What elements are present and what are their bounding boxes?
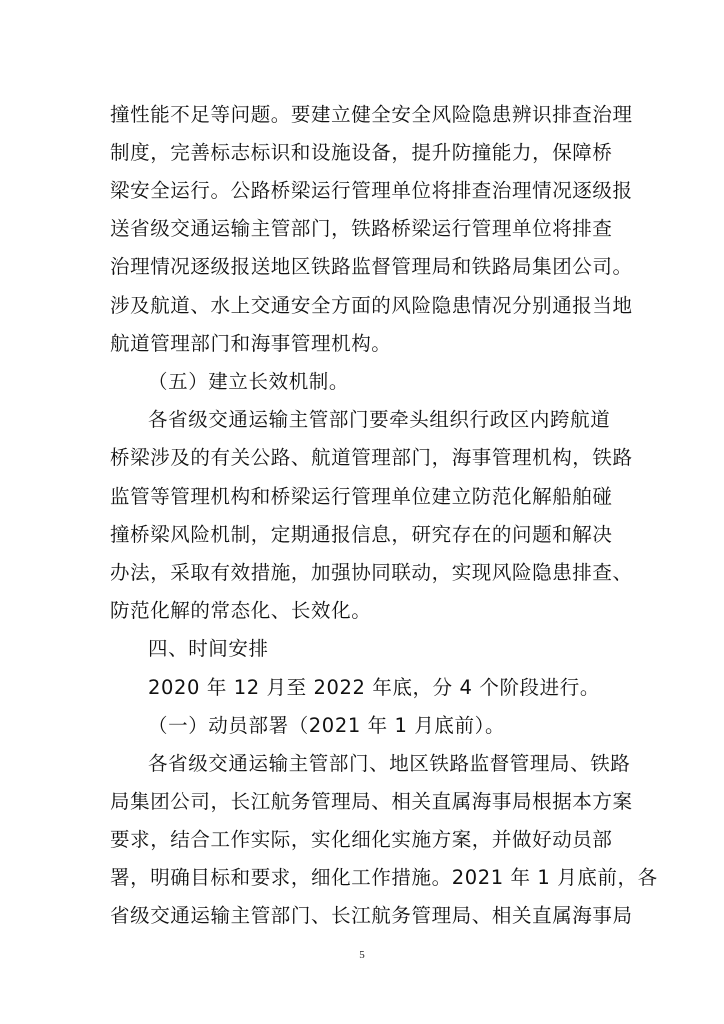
section-heading-5: （五）建立长效机制。 (148, 370, 350, 393)
text-line-3: 梁安全运行。公路桥梁运行管理单位将排查治理情况逐级报 (110, 179, 633, 202)
text-line-4: 送省级交通运输主管部门，铁路桥梁运行管理单位将排查 (110, 217, 613, 240)
text-line-10: 桥梁涉及的有关公路、航道管理部门，海事管理机构，铁路 (110, 446, 633, 469)
text-line-7: 航道管理部门和海事管理机构。 (110, 332, 392, 355)
subsection-heading-1: （一）动员部署（2021 年 1 月底前）。 (148, 714, 506, 737)
text-line-16: 2020 年 12 月至 2022 年底，分 4 个阶段进行。 (148, 676, 600, 699)
text-line-11: 监管等管理机构和桥梁运行管理单位建立防范化解船舶碰 (110, 485, 613, 508)
text-line-20: 要求，结合工作实际，实化细化实施方案，并做好动员部 (110, 828, 613, 851)
text-line-18: 各省级交通运输主管部门、地区铁路监督管理局、铁路 (148, 752, 631, 775)
text-line-6: 涉及航道、水上交通安全方面的风险隐患情况分别通报当地 (110, 294, 633, 317)
text-line-9: 各省级交通运输主管部门要牵头组织行政区内跨航道 (148, 408, 611, 431)
text-line-1: 撞性能不足等问题。要建立健全安全风险隐患辨识排查治理 (110, 103, 633, 126)
page-number: 5 (359, 949, 365, 961)
text-line-22: 省级交通运输主管部门、长江航务管理局、相关直属海事局 (110, 904, 633, 927)
section-heading-4: 四、时间安排 (148, 637, 269, 660)
text-line-5: 治理情况逐级报送地区铁路监督管理局和铁路局集团公司。 (110, 255, 633, 278)
text-line-19: 局集团公司，长江航务管理局、相关直属海事局根据本方案 (110, 790, 633, 813)
text-line-21: 署，明确目标和要求，细化工作措施。2021 年 1 月底前，各 (110, 866, 658, 889)
text-line-2: 制度，完善标志标识和设施设备，提升防撞能力，保障桥 (110, 141, 613, 164)
text-line-13: 办法，采取有效措施，加强协同联动，实现风险隐患排查、 (110, 561, 633, 584)
text-line-14: 防范化解的常态化、长效化。 (110, 599, 372, 622)
text-line-12: 撞桥梁风险机制，定期通报信息，研究存在的问题和解决 (110, 523, 613, 546)
